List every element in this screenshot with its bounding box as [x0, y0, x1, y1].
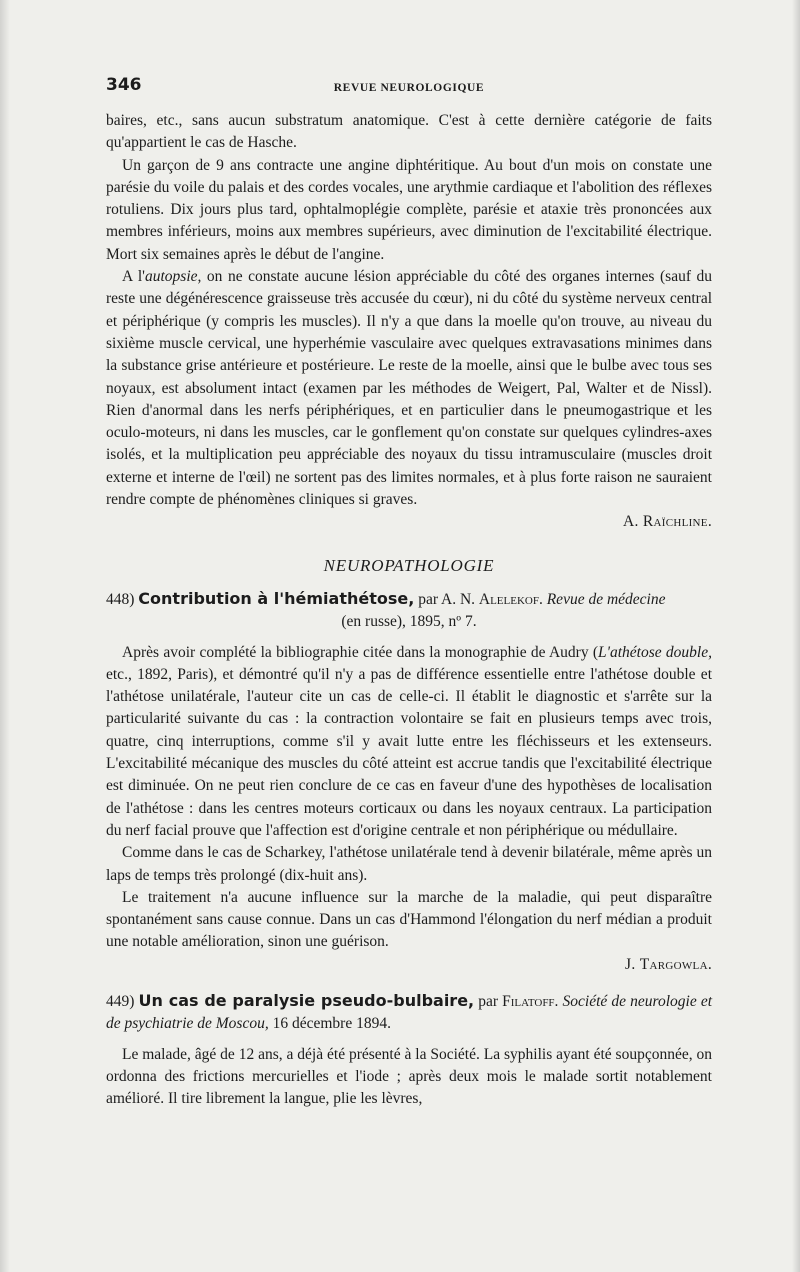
body-text — [106, 110, 712, 1110]
article-448-paragraph-2: Comme dans le cas de Scharkey, l'athétose unilatérale tend à devenir bilatérale, même après un laps de temps très prolongé (dix-huit ans). — [106, 844, 712, 884]
article-448-by: par A. N. — [414, 590, 479, 608]
signature-name: Raïchline. — [642, 513, 712, 531]
article-448-p1-rest: etc., 1892, Paris), et démontré qu'il n'y a pas de différence essentielle entre l'athétose double et l'athétose unilatérale, l'auteur cite un cas de celle-ci. Il établit le diagnostic et s'arrête sur la particularité suivante du cas : la contraction volontaire se fait en plusieurs temps avec trois, quatre, cinq interruptions, comme s'il y avait lutte entre les fléchisseurs et les extenseurs. L'excitabilité mécanique des muscles du côté atteint est accrue tandis que l'excitabilité électrique est diminuée. On ne peut rien conclure de ce cas en faveur d'une des hypothèses de localisation de l'athétose : dans les centres moteurs corticaux ou dans les noyaux centraux. La participation du nerf facial prouve que l'affection est d'origine centrale et non périphérique ou médullaire. — [106, 665, 712, 839]
signature-targowla — [106, 954, 712, 976]
page-number: 346 — [106, 75, 142, 95]
paragraph-autopsy — [106, 266, 712, 511]
spacer — [106, 976, 712, 984]
autopsy-text: on ne constate aucune lésion appréciable du côté des organes internes (sauf du reste une dégénérescence graisseuse très accusée du cœur), ni du côté du système nerveux central et périphérique (y compris les muscles). Il n'y a que dans la moelle qu'on trouve, au niveau du sixième muscle cervical, une hyperhémie vasculaire avec quelques extravasations minimes dans la substance grise antérieure et postérieure. Le reste de la moelle, ainsi que le bulbe avec tous ses noyaux, est absolument intact (examen par les méthodes de Weigert, Pal, Walter et de Nissl). Rien d'anormal dans les nerfs périphériques, et en particulier dans le pneumogastrique et les oculo-moteurs, ni dans les muscles, car le gonflement qu'on constate sur quelques cylindres-axes isolés, et la multiplication peu appréciable des noyaux du tissu intramusculaire (muscles droit externe et interne de l'œil) ne sortent pas des limites normales, et à plus forte raison ne sauraient rendre compte de phénomènes cliniques si graves. — [106, 268, 713, 509]
article-449-number: 449) — [106, 992, 135, 1010]
signature-initial: J. — [625, 955, 640, 973]
autopsy-prefix: A l' — [122, 268, 145, 286]
article-449-journal: Société de neurologie et de psychiatrie de Moscou, — [106, 992, 712, 1033]
article-448-header — [106, 588, 712, 634]
article-448-p1-prefix: Après avoir complété la bibliographie citée dans la monographie de Audry ( — [122, 643, 599, 661]
article-449-title: Un cas de paralysie pseudo-bulbaire, — [138, 990, 475, 1010]
article-449-title-line — [106, 990, 712, 1036]
article-448-p1-italic: L'athétose double, — [598, 643, 712, 661]
article-448-title: Contribution à l'hémiathétose, — [138, 588, 415, 608]
running-head — [106, 74, 712, 98]
article-448-journal: Revue de médecine — [542, 590, 666, 608]
autopsy-word: autopsie, — [144, 268, 202, 286]
signature-raichline — [106, 511, 712, 533]
article-449-paragraph-1: Le malade, âgé de 12 ans, a déjà été présenté à la Société. La syphilis ayant été soupçonnée, on ordonna des frictions mercurielles et l'iode ; après deux mois le malade sortit notablement amélioré. Il tire librement la langue, plie les lèvres, — [106, 1045, 712, 1108]
article-448-title-line — [106, 588, 712, 611]
paragraph-continuation: baires, etc., sans aucun substratum anatomique. C'est à cette dernière catégorie de faits qu'appartient le cas de Hasche. — [106, 112, 712, 152]
journal-title: REVUE NEUROLOGIQUE — [333, 82, 485, 94]
article-448-paragraph-3: Le traitement n'a aucune influence sur la marche de la maladie, qui peut disparaître spontanément sans cause connue. Dans un cas d'Hammond l'élongation du nerf médian a produit une notable amélioration, sinon une guérison. — [106, 888, 712, 951]
signature-initial: A. — [623, 513, 643, 531]
section-heading: NEUROPATHOLOGIE — [323, 555, 495, 575]
article-449-by: par — [474, 992, 503, 1010]
article-449-author: Filatoff. — [502, 992, 559, 1010]
article-448-number: 448) — [106, 590, 135, 608]
signature-name: Targowla. — [639, 955, 712, 973]
article-448-author: Alelekof. — [478, 590, 543, 608]
article-449-header — [106, 990, 712, 1036]
article-448-paragraph-1 — [106, 642, 712, 843]
article-449-date: 16 décembre 1894. — [268, 1015, 391, 1033]
article-448-details: (en russe), 1895, nº 7. — [341, 613, 477, 631]
paragraph-case: Un garçon de 9 ans contracte une angine diphtéritique. Au bout d'un mois on constate une parésie du voile du palais et des cordes vocales, une arythmie cardiaque et l'abolition des réflexes rotuliens. Dix jours plus tard, ophtalmoplégie complète, parésie et ataxie très prononcées aux membres inférieurs, moins aux membres supérieurs, avec diminution de l'excitabilité électrique. Mort six semaines après le début de l'angine. — [106, 156, 712, 263]
